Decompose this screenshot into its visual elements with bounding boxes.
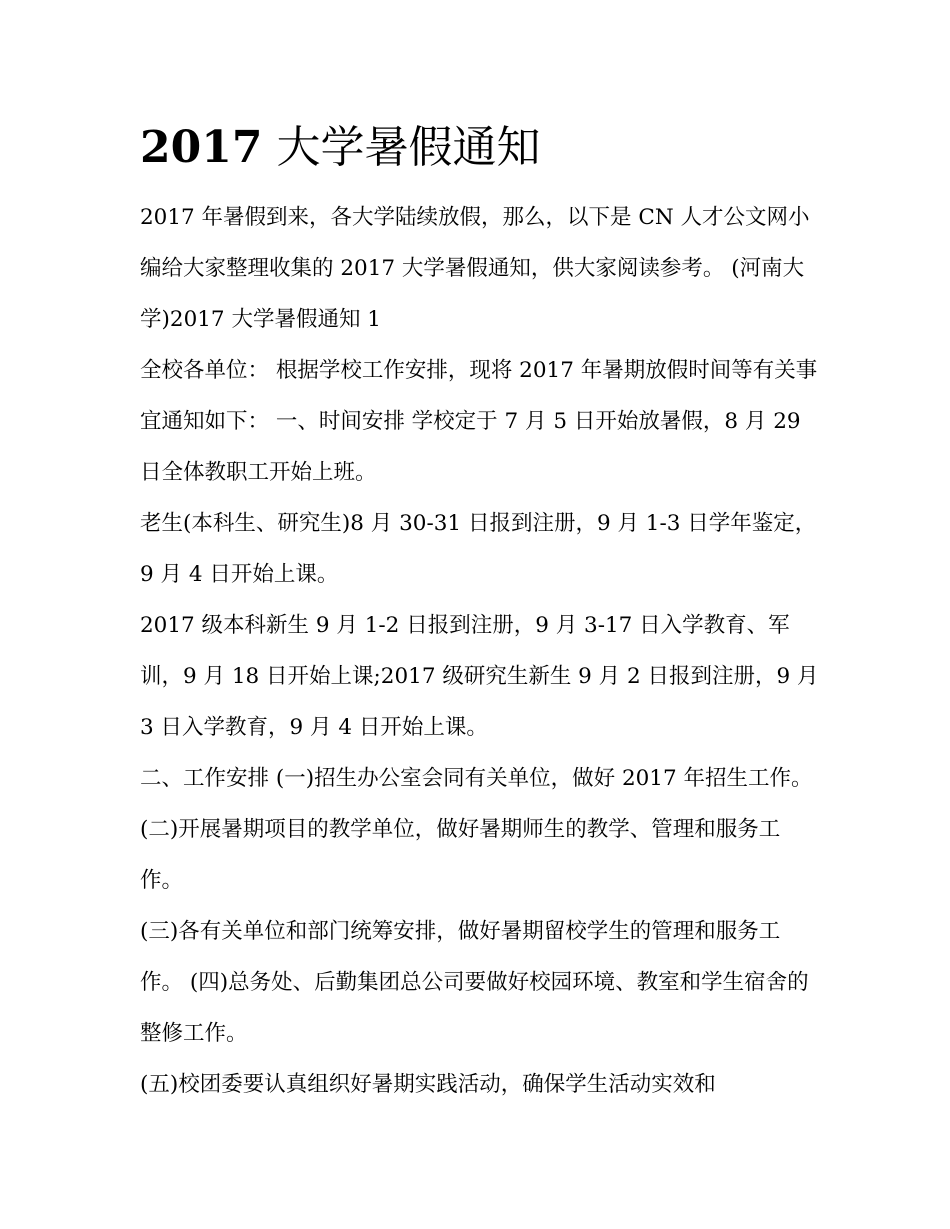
paragraph-returning-students: 老生(本科生、研究生)8 月 30-31 日报到注册，9 月 1-3 日学年鉴定，9 月 4 日开始上课。: [140, 511, 817, 587]
document-title: [140, 118, 820, 178]
paragraph-work-arrangement: 二、工作安排 (一)招生办公室会同有关单位，做好 2017 年招生工作。 (二)开展暑期项目的教学单位，做好暑期师生的教学、管理和服务工作。: [140, 766, 813, 893]
paragraph-new-students: 2017 级本科新生 9 月 1-2 日报到注册，9 月 3-17 日入学教育、军训，9 月 18 日开始上课;2017 级研究生新生 9 月 2 日报到注册，9 月 3 日入学教育，9 月 4 日开始上课。: [140, 613, 819, 740]
paragraph-services: (三)各有关单位和部门统筹安排，做好暑期留校学生的管理和服务工作。 (四)总务处、后勤集团总公司要做好校园环境、教室和学生宿舍的整修工作。: [140, 919, 809, 1046]
paragraph-notice: 全校各单位： 根据学校工作安排，现将 2017 年暑期放假时间等有关事宜通知如下： 一、时间安排 学校定于 7 月 5 日开始放暑假，8 月 29 日全体教职工开始上班。: [140, 358, 818, 485]
title-year: 2017: [140, 122, 263, 173]
paragraph-intro: 2017 年暑假到来，各大学陆续放假，那么，以下是 CN 人才公文网小编给大家整理收集的 2017 大学暑假通知，供大家阅读参考。 (河南大学)2017 大学暑假通知 1: [140, 205, 810, 332]
title-text: 大学暑假通知: [262, 122, 541, 173]
document-page: [140, 118, 820, 1110]
paragraph-youth-league: (五)校团委要认真组织好暑期实践活动，确保学生活动实效和: [140, 1072, 716, 1097]
